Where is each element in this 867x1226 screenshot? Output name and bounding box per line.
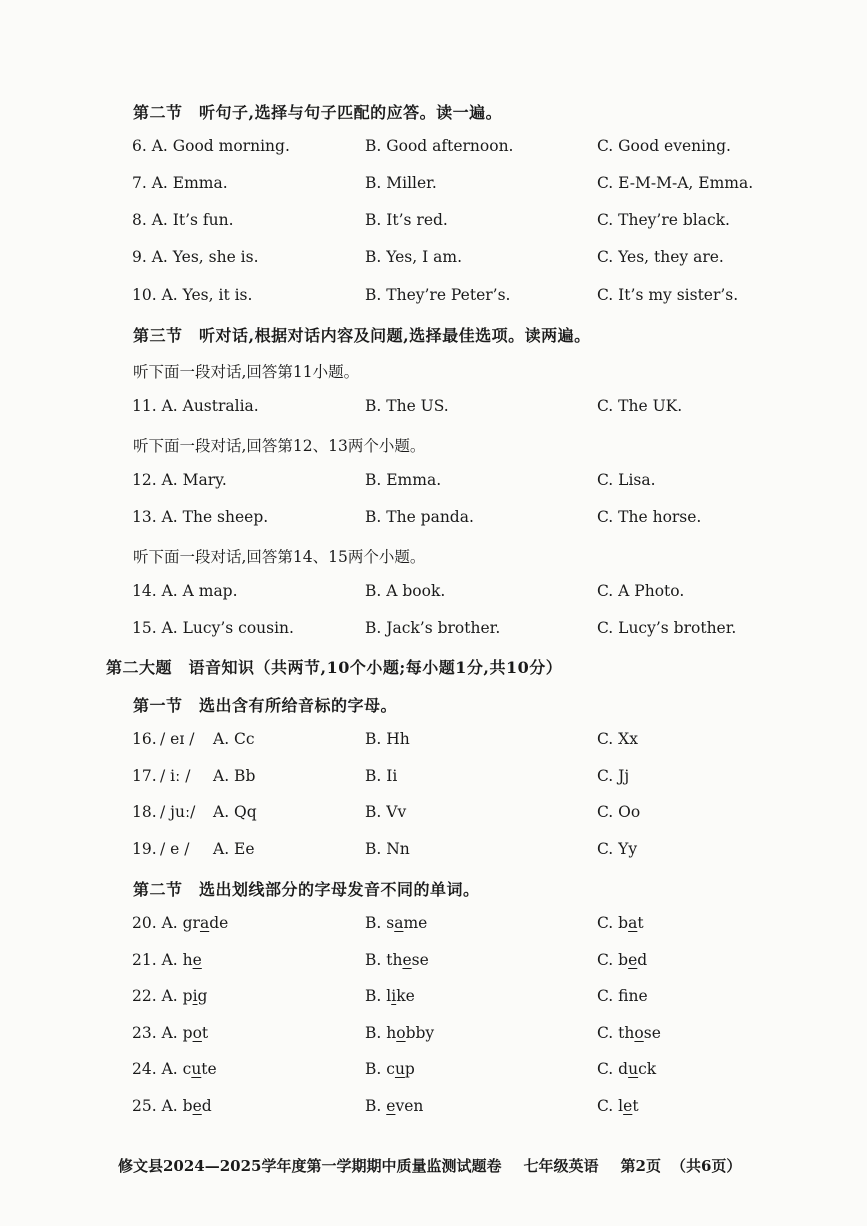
question-row [0, 397, 867, 419]
option-b: B. cup [365, 1060, 415, 1078]
option-b: B. even [365, 1097, 424, 1115]
part2-title: 第二大题 语音知识（共两节,10个小题;每小题1分,共10分） [106, 658, 563, 677]
option-a: 21. A. he [132, 951, 202, 969]
option-b: B. Nn [365, 840, 410, 858]
option-c: C. Yes, they are. [597, 248, 724, 266]
underlined-letter: e [192, 1097, 202, 1115]
option-b: B. like [365, 987, 415, 1005]
underlined-letter: a [628, 914, 638, 932]
option-c: C. They’re black. [597, 211, 730, 229]
question-row [0, 174, 867, 196]
option-b: B. Jack’s brother. [365, 619, 501, 637]
instruction: 听下面一段对话,回答第14、15两个小题。 [133, 548, 426, 566]
question-row [0, 508, 867, 530]
option-c: C. fne [597, 987, 648, 1005]
underlined-letter: e [192, 951, 202, 969]
phonetic-symbol: / iː / [160, 767, 191, 785]
instruction: 听下面一段对话,回答第11小题。 [133, 363, 360, 381]
option-c: C. Lisa. [597, 471, 656, 489]
option-a: 20. A. grade [132, 914, 229, 932]
option-b: B. Ii [365, 767, 398, 785]
option-a: 25. A. bed [132, 1097, 212, 1115]
instruction: 听下面一段对话,回答第12、13两个小题。 [133, 437, 426, 455]
option-a: 11. A. Australia. [132, 397, 259, 415]
exam-title: 修文县2024—2025学年度第一学期期中质量监测试题卷 [118, 1157, 502, 1175]
word-row [0, 951, 867, 973]
option-c: C. let [597, 1097, 639, 1115]
option-a: 8. A. It’s fun. [132, 211, 234, 229]
option-b: B. Vv [365, 803, 407, 821]
question-row [0, 286, 867, 308]
underlined-letter: o [634, 1024, 644, 1042]
question-row [0, 471, 867, 493]
page-total: （共6页） [670, 1157, 742, 1175]
phonetic-row [0, 840, 867, 862]
underlined-letter: u [394, 1060, 405, 1078]
word-row [0, 987, 867, 1009]
option-c: C. Jj [597, 767, 630, 785]
question-number: 17. [132, 767, 157, 785]
option-c: C. those [597, 1024, 661, 1042]
question-number: 18. [132, 803, 157, 821]
option-a: 24. A. cute [132, 1060, 217, 1078]
option-b: B. hobby [365, 1024, 435, 1042]
option-b: B. Emma. [365, 471, 442, 489]
option-c: C. Xx [597, 730, 638, 748]
underlined-letter: a [394, 914, 404, 932]
underlined-letter: e [386, 1097, 396, 1115]
underlined-letter: u [191, 1060, 202, 1078]
option-b: B. The US. [365, 397, 449, 415]
question-row [0, 248, 867, 270]
option-c: C. E-M-M-A, Emma. [597, 174, 754, 192]
option-c: C. It’s my sister’s. [597, 286, 739, 304]
word-row [0, 1060, 867, 1082]
option-a: 12. A. Mary. [132, 471, 227, 489]
question-row [0, 211, 867, 233]
option-a: A. Bb [213, 767, 256, 785]
question-row [0, 582, 867, 604]
word-row [0, 914, 867, 936]
option-b: B. A book. [365, 582, 446, 600]
option-a: A. Qq [213, 803, 257, 821]
option-b: B. these [365, 951, 429, 969]
subject-label: 七年级英语 [523, 1157, 599, 1175]
underlined-letter: e [628, 951, 638, 969]
option-b: B. It’s red. [365, 211, 448, 229]
option-c: C. The horse. [597, 508, 702, 526]
page-number: 第2页 [620, 1157, 661, 1175]
underlined-letter: a [199, 914, 210, 932]
option-a: 9. A. Yes, she is. [132, 248, 259, 266]
underlined-letter: e [623, 1097, 633, 1115]
option-a: 6. A. Good morning. [132, 137, 290, 155]
underlined-letter: u [628, 1060, 639, 1078]
option-c: C. Yy [597, 840, 638, 858]
option-a: 10. A. Yes, it is. [132, 286, 253, 304]
option-c: C. bat [597, 914, 644, 932]
option-c: C. bed [597, 951, 648, 969]
listening-section2-title: 第二节 听句子,选择与句子匹配的应答。读一遍。 [133, 103, 503, 122]
option-b: B. Good afternoon. [365, 137, 514, 155]
phonetic-symbol: / e / [160, 840, 190, 858]
pronunciation-section-title: 第二节 选出划线部分的字母发音不同的单词。 [133, 880, 480, 899]
option-a: 7. A. Emma. [132, 174, 228, 192]
question-number: 16. [132, 730, 157, 748]
option-c: C. Oo [597, 803, 641, 821]
question-number: 19. [132, 840, 157, 858]
option-a: 14. A. A map. [132, 582, 238, 600]
option-c: C. duck [597, 1060, 657, 1078]
underlined-letter: o [396, 1024, 406, 1042]
question-row [0, 137, 867, 159]
option-b: B. same [365, 914, 428, 932]
option-a: 23. A. pot [132, 1024, 209, 1042]
phonetics-section-title: 第一节 选出含有所给音标的字母。 [133, 696, 398, 715]
option-b: B. Hh [365, 730, 410, 748]
underlined-letter: i [192, 987, 198, 1005]
option-a: 13. A. The sheep. [132, 508, 269, 526]
question-row [0, 619, 867, 641]
option-c: C. Lucy’s brother. [597, 619, 737, 637]
option-b: B. Yes, I am. [365, 248, 463, 266]
option-c: C. A Photo. [597, 582, 685, 600]
underlined-letter: i [391, 987, 397, 1005]
option-c: C. The UK. [597, 397, 683, 415]
word-row [0, 1097, 867, 1119]
listening-section3-title: 第三节 听对话,根据对话内容及问题,选择最佳选项。读两遍。 [133, 326, 591, 345]
option-a: 22. A. pig [132, 987, 208, 1005]
underlined-letter: e [402, 951, 412, 969]
phonetic-symbol: / juː/ [160, 803, 196, 821]
option-b: B. Miller. [365, 174, 437, 192]
option-a: A. Cc [213, 730, 255, 748]
option-b: B. They’re Peter’s. [365, 286, 511, 304]
phonetic-row [0, 730, 867, 752]
phonetic-row [0, 803, 867, 825]
underlined-letter: o [192, 1024, 202, 1042]
option-c: C. Good evening. [597, 137, 731, 155]
option-b: B. The panda. [365, 508, 474, 526]
page-footer [118, 1155, 763, 1176]
phonetic-symbol: / eɪ / [160, 730, 195, 748]
phonetic-row [0, 767, 867, 789]
option-a: 15. A. Lucy’s cousin. [132, 619, 294, 637]
option-a: A. Ee [213, 840, 255, 858]
word-row [0, 1024, 867, 1046]
